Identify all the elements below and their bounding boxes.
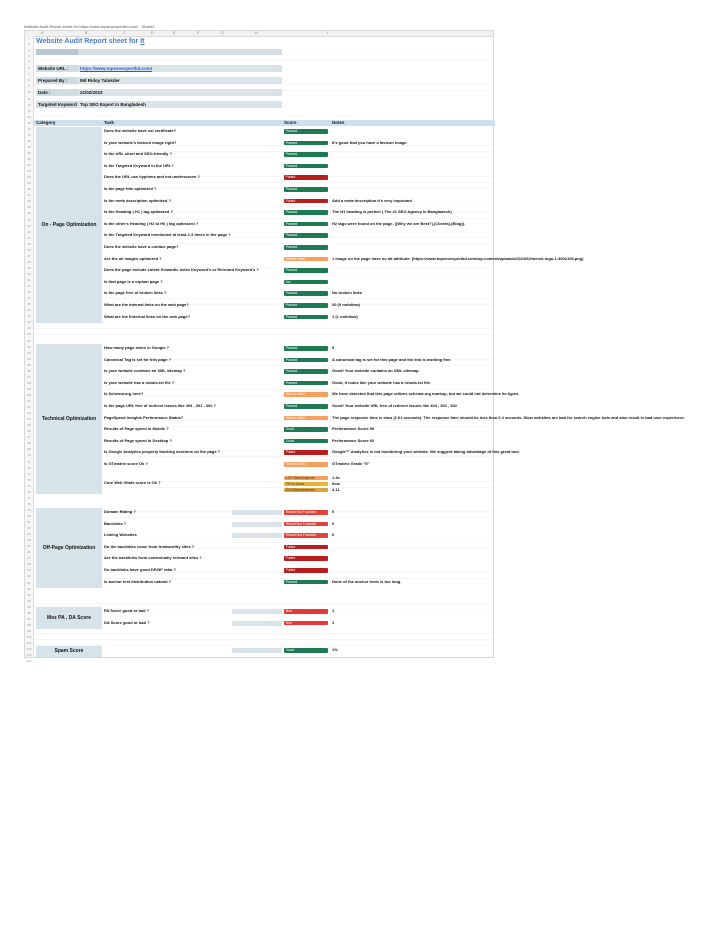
score-badge: Passed [284,268,328,273]
date-label: Date : [36,89,78,96]
category-label: Spam Score [54,648,84,655]
header-category: Category [36,120,56,125]
category-label: Technical Optimization [41,415,97,422]
score-badge: Bad [284,621,328,626]
sheet-title-text: Website Audit Report sheet for [36,38,141,45]
score-badge: Passed [284,141,328,146]
row-number: 80 [27,513,31,518]
note-cell: 0 [332,520,335,526]
score-badge: Failed [284,556,328,561]
row-number: 7 [28,72,30,77]
row-number: 66 [27,429,31,434]
score-badge: Need's Work [284,416,328,421]
row-number: 37 [27,253,31,258]
score-badge: Failed [284,545,328,550]
row-number: 104 [26,659,32,664]
note-cell: GTmatrix Grade "E" [332,461,370,466]
row-number: 63 [27,411,31,416]
note-cell: 0 [332,532,335,538]
task-cell: Is the other's Heading ( H2 to H6 ) tag optimized ? [104,220,199,226]
row-number: 74 [27,477,31,482]
row-number: 77 [27,495,31,500]
row-number: 69 [27,447,31,452]
note-cell: No broken links [332,290,363,296]
row-number: 86 [27,550,31,555]
column-letter: D [151,31,154,35]
task-cell: What are the External links on the web page? [104,313,191,319]
row-number: 65 [27,423,31,428]
note-cell: Google™ Analytics is not monitoring your website. We suggest taking advantage of this great tool. [332,449,520,455]
row-number: 8 [28,78,30,83]
score-badge: Result Not Founded [284,510,328,515]
row-number: 85 [27,544,31,549]
row-number: 35 [27,241,31,246]
targeted-keyword-label: Targeted Keyword [38,102,77,107]
row-number: 41 [27,278,31,282]
task-cell: Is the page free of broken links ? [104,290,167,296]
column-letter: I [327,31,328,35]
table-header-row [34,120,495,126]
category-cell [36,344,102,494]
note-cell: 1 [332,619,335,625]
score-badge: Passed [284,381,328,386]
note-cell: The H1 heading is perfect ( The #1 SEO Agency in Bangladesh) [332,209,452,215]
cell-grid [34,36,685,657]
row-number: 23 [27,169,31,174]
row-number: 60 [27,392,31,397]
spreadsheet [24,30,685,664]
category-label: Off-Page Optimization [42,545,96,552]
score-badge: Result Not Founded [284,533,328,538]
task-cell: Is anchor text distribution natural ? [104,578,172,584]
score-badge: Passed [284,303,328,308]
row-number: 56 [27,368,31,373]
row-number: 100 [26,634,32,639]
note-cell: We have detected that this page utilizes schema.org markup, but we could not determine its types. [332,391,520,397]
sheet-title-link[interactable]: It [140,38,145,45]
row-number: 32 [27,223,31,228]
shaded-cell [232,522,282,527]
row-number: 49 [27,326,31,331]
row-number: 53 [27,350,31,355]
task-cell: Are the all images optimized ? [104,255,162,261]
task-cell: Do the backlinks come from trustworthy sites ? [104,543,195,549]
title-band-accent [36,49,78,55]
score-badge: Passed [284,346,328,351]
row-number: 72 [27,465,31,470]
score-badge: Passed [284,315,328,320]
task-cell: Is Schema.org here? [104,391,144,397]
row-number: 46 [27,308,31,313]
task-cell: Is Google Analytics properly tracking sessions on the page ? [104,449,221,455]
note-cell: A canonical tag is set for this page and the link is working fine. [332,356,452,362]
row-number: 34 [27,235,31,240]
row-number: 19 [27,144,31,149]
row-number: 44 [27,296,31,301]
score-badge: Passed [284,404,328,409]
task-cell: Is your website has a robots.txt file ? [104,379,175,385]
task-cell: Are the backlinks from contextually relevant sites ? [104,555,202,561]
task-cell: Is the Targeted Keyword in the URL? [104,162,174,168]
row-number: 40 [27,271,31,276]
task-cell: Do backlinks have good DF/NF ratio ? [104,567,177,572]
row-number: 71 [27,459,31,464]
row-number: 11 [27,96,31,101]
task-cell: What are the Internal links on the web page? [104,302,189,307]
date-value: 21/02/2023 [78,89,282,96]
row-number: 84 [27,538,31,543]
row-number: 51 [27,338,31,343]
score-badge: Passed [284,222,328,227]
sheet-title [36,37,145,47]
score-badge: Good [284,427,328,432]
row-number: 101 [26,641,32,645]
row-number: 64 [27,417,31,422]
row-number: 47 [27,314,31,319]
task-cell: Is the Targeted Keyword mentioned at least 2-3 times in the page ? [104,232,231,238]
note-cell: 20 (0 nofollow) [332,302,360,307]
column-letter: A [41,31,44,35]
row-number: 29 [27,205,31,210]
note-cell: Performance Score 92 [332,437,375,443]
targeted-keyword-value: Top SEO Expert in Bangladesh [78,101,282,108]
row-number: 78 [27,501,31,506]
score-badge: Passed [284,129,328,134]
cwv-badge: FFI Is Good [284,482,328,486]
row-number: 21 [27,157,31,161]
row-number: 30 [27,211,31,216]
row-number: 89 [27,568,31,573]
score-badge: Passed [284,210,328,215]
note-cell: Good! Your website contains an XML sitemap. [332,368,420,374]
header-score: Score [284,120,297,125]
score-badge: Passed [284,358,328,363]
task-cell: Does the page include Latent Semantic Index Keyword's or Relevant Keyword's ? [104,267,259,273]
row-number: 55 [27,362,31,367]
task-cell: Does the website have ssl certificate? [104,128,177,133]
row-number: 59 [27,386,31,391]
score-badge: Passed [284,164,328,169]
row-number: 76 [27,489,31,494]
row-number: 88 [27,562,31,567]
row-number: 13 [27,108,31,113]
score-badge: Bad [284,609,328,614]
category-label: On - Page Optimization [41,222,97,229]
row-number: 61 [27,399,31,403]
column-letter: B [85,31,88,35]
note-cell: 1% [332,647,338,652]
row-number: 4 [28,54,30,59]
row-number: 75 [27,483,31,488]
document-header: Website Audit Report sheet for https://www.topseoexpertbd.com/ - Sheet1 [24,24,155,29]
score-badge: Failed [284,175,328,180]
note-cell: 0 [332,509,335,514]
row-number: 42 [27,284,31,289]
column-letter: H [255,31,258,35]
row-number-gutter [25,36,34,664]
row-number: 15 [27,120,31,125]
score-badge: Failed [284,199,328,204]
score-badge: Failed [284,568,328,573]
task-cell: Is the meta description optimized ? [104,197,171,203]
category-cell [36,127,102,323]
task-cell: Results of Page speed in Mobile ? [104,426,169,432]
category-cell [36,607,102,629]
note-cell: H2 tags were found on the page. ((Why we are Best?),(Clients),(Blog)). [332,220,466,226]
note-cell: The page response time is slow (1.01 seconds). The response time should be less than 0.4 seconds. Slow websites are bad for search engine bots and also result in bad user experience. [332,414,685,420]
task-cell: Is the page URL free of redirect issues like 404 , 301 , 302 ? [104,403,216,408]
row-number: 95 [27,604,31,609]
task-cell: Is your website's favicon image right? [104,139,177,145]
row-number: 6 [28,66,30,71]
category-cell [36,646,102,657]
shaded-cell [232,621,282,626]
score-badge: Need's Work [284,392,328,397]
row-number: 87 [27,556,31,561]
row-number: 102 [26,647,32,652]
row-number: 70 [27,453,31,458]
cwv-note: 0ms [332,480,341,486]
task-cell: PA Score good or bad ? [104,608,150,613]
cwv-badge: CLS Need Improve [284,488,328,492]
row-number: 98 [27,622,31,627]
note-cell: 1 (1 nofollow) [332,313,358,319]
task-cell: How many page index in Google ? [104,345,170,350]
row-number: 43 [27,290,31,295]
row-number: 99 [27,628,31,633]
row-number: 2 [28,42,30,47]
task-cell: Core Web Vitals score is Ok ? [104,479,161,485]
row-number: 96 [27,610,31,615]
note-cell: 1 [332,608,335,613]
row-number: 54 [27,356,31,361]
row-number: 27 [27,193,31,198]
header-task: Task [104,120,114,125]
row-number: 93 [27,592,31,597]
row-number: 62 [27,405,31,410]
row-number: 81 [27,520,31,524]
task-cell: Is GTmatrix score Ok ? [104,461,148,466]
row-number: 52 [27,344,31,349]
row-number: 92 [27,586,31,591]
prepared-by-label: Prepared By : [36,77,78,84]
row-number: 94 [27,598,31,603]
score-badge: Passed [284,152,328,157]
row-number: 17 [27,132,31,137]
row-number: 16 [27,126,31,131]
row-number: 5 [28,60,30,65]
row-number: 48 [27,320,31,325]
column-letter: G [221,31,224,35]
row-number: 20 [27,150,31,155]
task-cell: Results of Page speed in Desktop ? [104,437,172,443]
row-number: 9 [28,84,30,89]
score-badge: Good [284,648,328,653]
note-cell: None of the anchor texts is too long. [332,578,402,584]
score-badge: Need's Work [284,462,328,467]
row-number: 90 [27,574,31,579]
note-cell: It's good that you have a favicon image. [332,139,408,145]
row-number: 22 [27,163,31,168]
task-cell: DA Score good or bad ? [104,619,150,625]
row-number: 33 [27,229,31,234]
category-cell [36,508,102,588]
task-cell: PageSpeed Insights Performance Status? [104,414,184,420]
row-number: 50 [27,332,31,337]
cwv-badge: LCP Need Improve [284,476,328,480]
row-number: 58 [27,380,31,385]
prepared-by-value: Md Ridoy Talukder [78,77,282,84]
task-cell: Is the page title optimized ? [104,186,157,191]
score-badge: Passed [284,580,328,585]
category-label: Moz PA , DA Score [47,615,91,622]
task-cell: Does the website have a contact page? [104,244,179,249]
row-number: 68 [27,441,31,446]
score-badge: Need's Work [284,257,328,262]
row-number: 12 [27,102,31,107]
task-cell: Is your website contains an XML sitemap ? [104,368,186,374]
row-number: 57 [27,374,31,379]
row-number: 38 [27,259,31,264]
row-number: 97 [27,616,31,621]
score-badge: Passed [284,369,328,374]
row-number: 25 [27,181,31,186]
score-badge: Good [284,439,328,444]
score-badge: Passed [284,187,328,192]
score-badge: Result Not Founded [284,522,328,527]
row-number: 24 [27,175,31,180]
score-badge: Passed [284,291,328,296]
score-badge: Passed [284,233,328,238]
row-number: 18 [27,138,31,143]
column-letter: F [197,31,200,35]
column-letter: C [123,31,126,35]
task-cell: Linking Websites [104,532,137,538]
task-cell: Backlinks ? [104,520,127,526]
task-cell: Is the URL short and SEO-friendly ? [104,151,172,157]
row-number: 82 [27,526,31,531]
shaded-cell [232,533,282,538]
row-number: 1 [28,36,30,40]
row-number: 10 [27,90,31,95]
note-cell: Add a meta description.it's very important [332,197,412,203]
shaded-cell [232,609,282,614]
note-cell: Good! Your website URL free of redirect issues like 404 , 301 , 302 [332,403,457,408]
row-number: 28 [27,199,31,204]
score-badge: Failed [284,450,328,455]
row-number: 45 [27,302,31,307]
cwv-note: 4.11 [332,486,340,492]
row-number: 31 [27,217,31,222]
row-number: 36 [27,247,31,252]
row-number: 67 [27,435,31,440]
row-number: 3 [28,48,30,53]
task-cell: Domain Rating ? [104,509,136,514]
row-number: 39 [27,265,31,270]
row-number: 79 [27,507,31,512]
note-cell: Good, it looks like your website has a robots.txt file. [332,379,431,385]
shaded-cell [232,510,282,515]
row-number: 26 [27,187,31,192]
note-cell: Performance Score 90 [332,426,375,432]
row-number: 103 [26,653,32,658]
row-number: 14 [27,114,31,119]
row-number: 83 [27,532,31,537]
note-cell: 5 [332,345,335,350]
row-number: 73 [27,471,31,476]
task-cell: Is that page is a orphan page ? [104,278,163,284]
header-notes: Notes [332,120,345,125]
cwv-note: 1.4s [332,474,340,480]
row-number: 91 [27,580,31,585]
column-letter: E [173,31,176,35]
score-badge: Passed [284,245,328,250]
score-badge: No [284,280,328,285]
task-cell: Is the Heading ( H1 ) tag optimized ? [104,209,173,215]
task-cell: Canonical Tag is set for this page ? [104,356,172,362]
url-value[interactable]: https://www.topseoexpertbd.com/ [78,65,282,72]
note-cell: 1 image on the page have no alt attribute. (https://www.topseoexpertbd.com/wp-content/uploads/2023/02/merck-logo-1-300x105.png) [332,255,584,261]
task-cell: Does the URL use hyphens and not underscores ? [104,174,200,180]
url-label: Website URL : [36,65,78,72]
shaded-cell [232,648,282,653]
